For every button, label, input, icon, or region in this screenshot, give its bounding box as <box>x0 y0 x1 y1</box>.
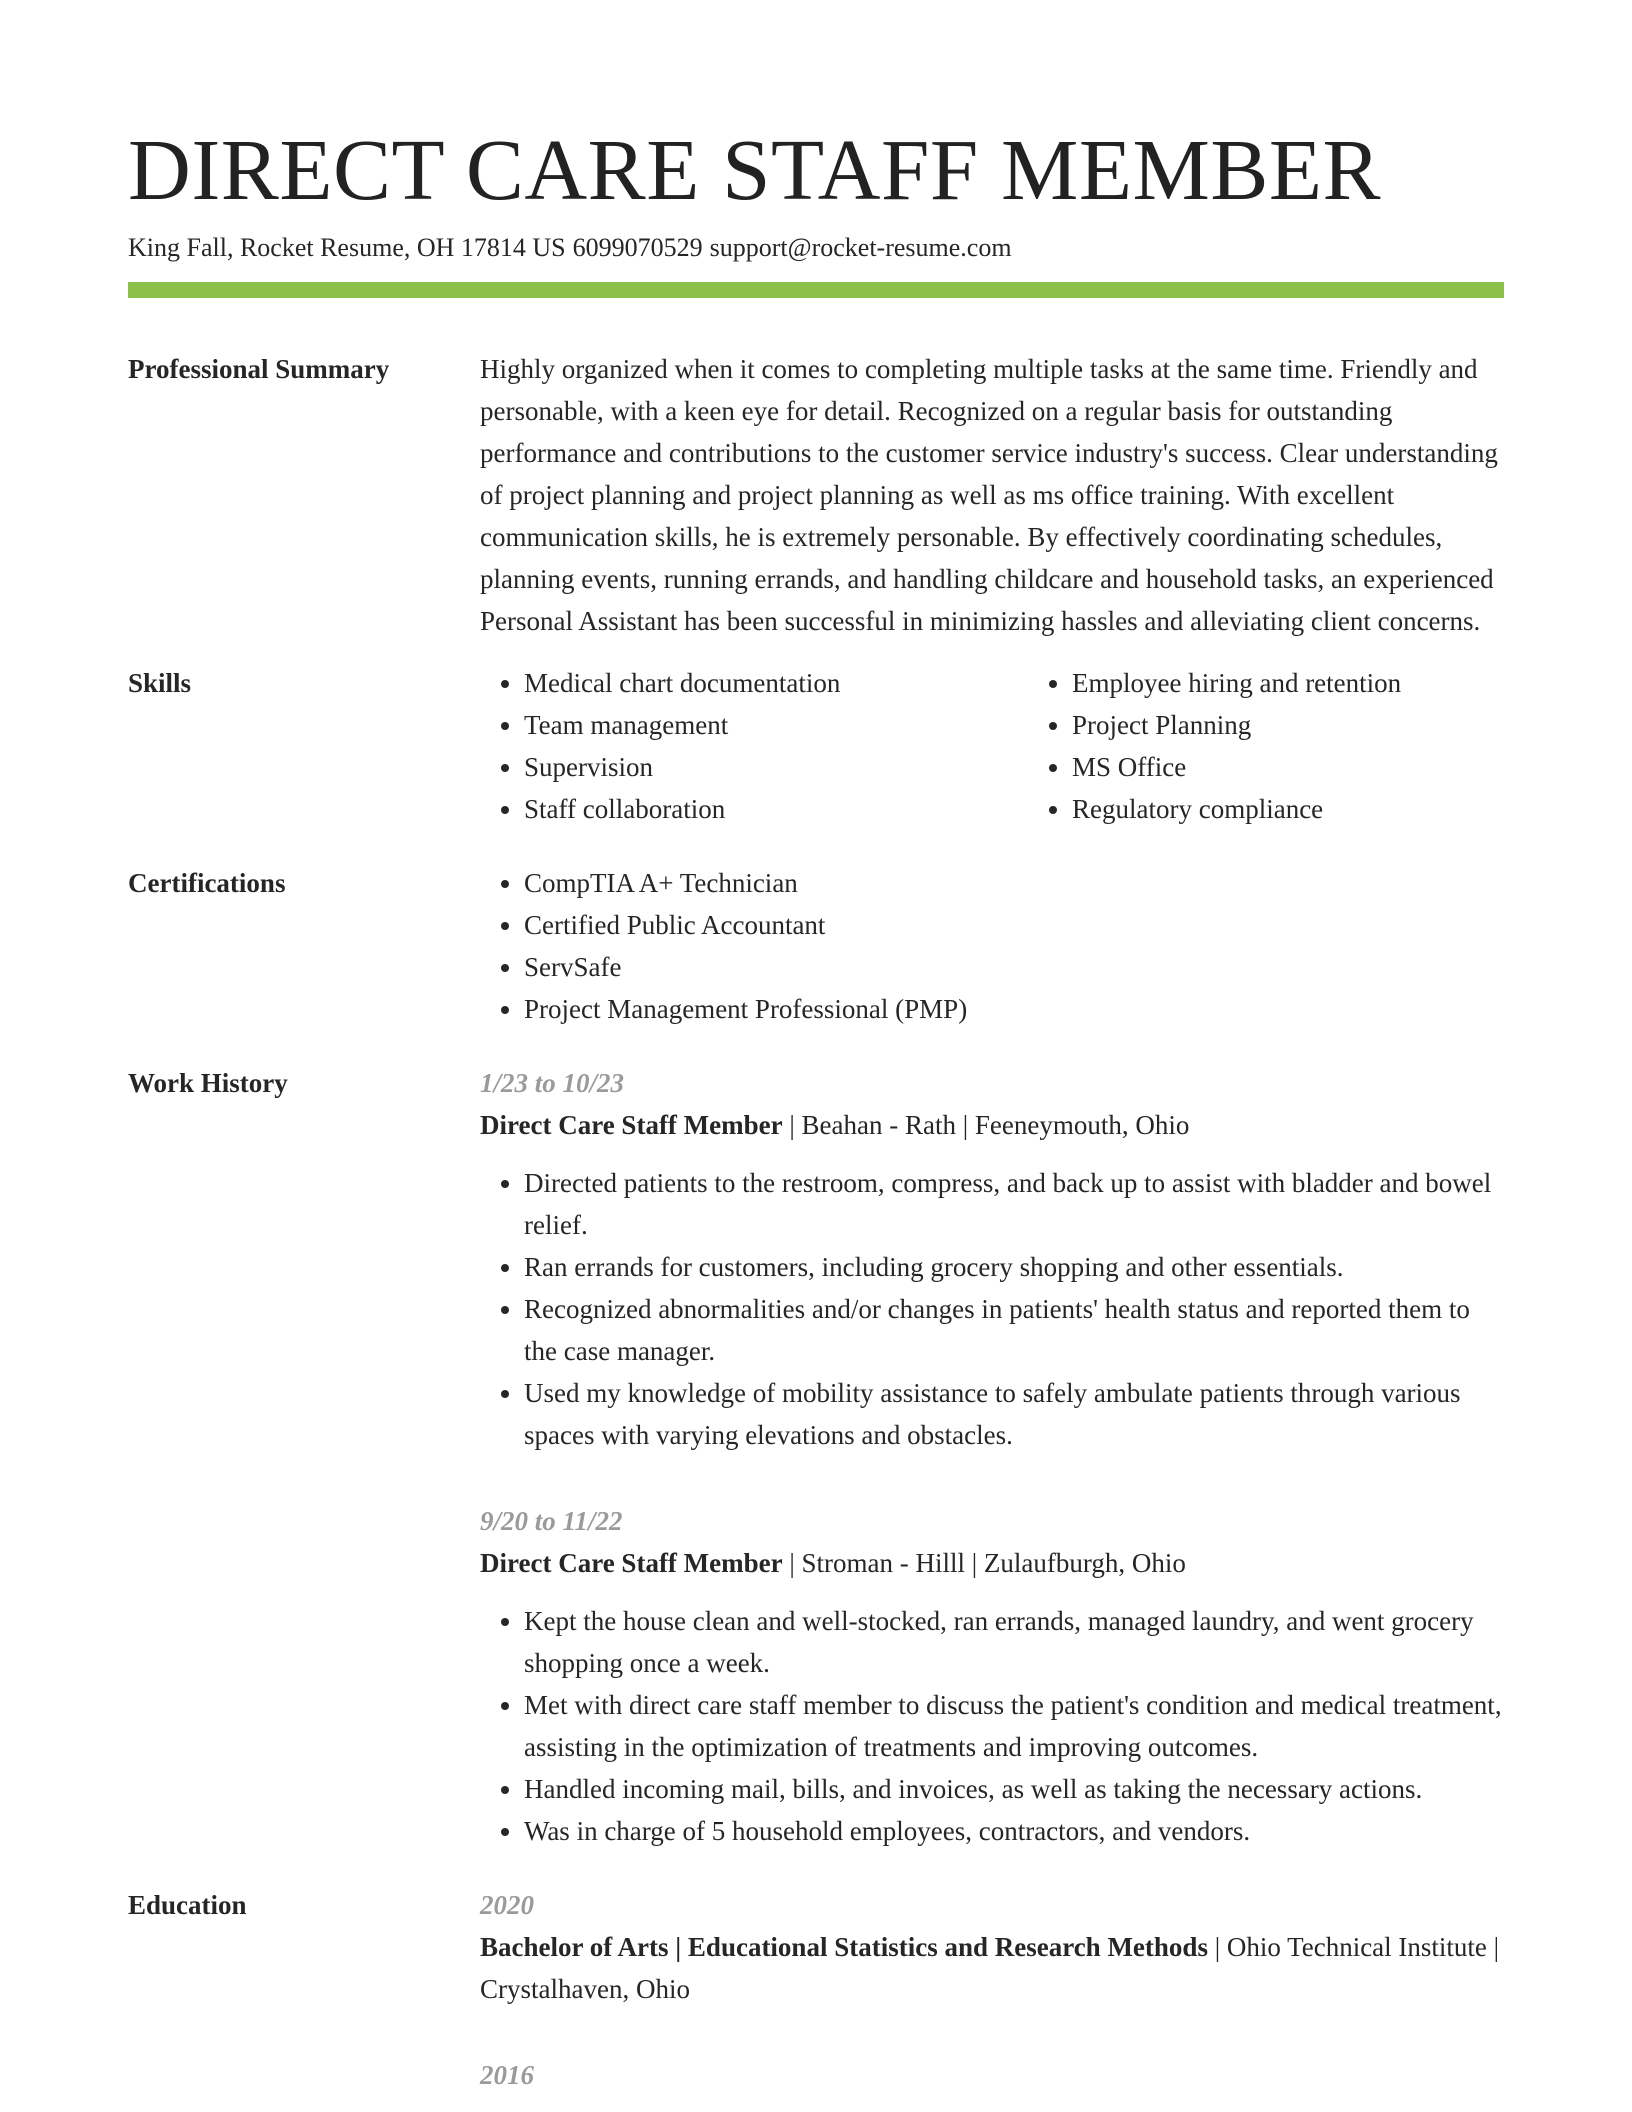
section-title-work-history: Work History <box>128 1068 288 1098</box>
skill-item: • Project Planning <box>1072 704 1576 746</box>
job-bullet: • Ran errands for customers, including grocery shopping and other essentials. <box>524 1246 1504 1288</box>
summary-body <box>480 348 1504 642</box>
skill-item: • Employee hiring and retention <box>1072 662 1576 704</box>
job-details: | Beahan - Rath | Feeneymouth, Ohio <box>782 1110 1190 1140</box>
skill-item: • Medical chart documentation <box>524 662 1028 704</box>
education-section <box>128 1884 1504 2096</box>
certification-item: • Certified Public Accountant <box>524 904 1504 946</box>
education-year: 2016 <box>480 2060 534 2090</box>
summary-section <box>128 348 1504 642</box>
job-bullets <box>480 1162 1504 1456</box>
section-title-education: Education <box>128 1890 247 1920</box>
job-role: Direct Care Staff Member <box>480 1110 783 1140</box>
work-history-body <box>480 1062 1504 1852</box>
contact-phone: 6099070529 <box>572 233 703 262</box>
skills-list-left <box>480 662 1028 830</box>
education-year: 2020 <box>480 1890 534 1920</box>
certification-item: • CompTIA A+ Technician <box>524 862 1504 904</box>
job-bullet: • Recognized abnormalities and/or changes in patients' health status and reported them to the case manager. <box>524 1288 1504 1372</box>
job-heading <box>480 1104 1504 1146</box>
job-entry <box>480 1500 1504 1852</box>
contact-email: support@rocket-resume.com <box>709 233 1012 262</box>
skills-section <box>128 662 1504 830</box>
job-bullet: • Handled incoming mail, bills, and invoices, as well as taking the necessary actions. <box>524 1768 1504 1810</box>
skill-item: • Staff collaboration <box>524 788 1028 830</box>
job-role: Direct Care Staff Member <box>480 1548 783 1578</box>
job-bullet: • Kept the house clean and well-stocked, ran errands, managed laundry, and went grocery shopping once a week. <box>524 1600 1504 1684</box>
skill-item: • Regulatory compliance <box>1072 788 1576 830</box>
education-body <box>480 1884 1504 2096</box>
education-entry <box>480 1884 1504 2010</box>
section-title-certifications: Certifications <box>128 868 286 898</box>
education-degree: Bachelor of Arts | Educational Statistics and Research Methods <box>480 1932 1208 1962</box>
job-dates: 1/23 to 10/23 <box>480 1068 625 1098</box>
accent-divider <box>128 282 1504 298</box>
job-bullet: • Used my knowledge of mobility assistance to safely ambulate patients through various spaces with varying elevations and obstacles. <box>524 1372 1504 1456</box>
job-bullet: • Was in charge of 5 household employees, contractors, and vendors. <box>524 1810 1504 1852</box>
job-bullet: • Met with direct care staff member to discuss the patient's condition and medical treatment, assisting in the optimization of treatments and improving outcomes. <box>524 1684 1504 1768</box>
summary-text: Highly organized when it comes to completing multiple tasks at the same time. Friendly and personable, with a keen eye for detail. Recognized on a regular basis for outstanding performance and contributions to the customer service industry's success. Clear understanding of project planning and project planning as well as ms office training. With excellent communication skills, he is extremely personable. By effectively coordinating schedules, planning events, running errands, and handling childcare and household tasks, an experienced Personal Assistant has been successful in minimizing hassles and alleviating client concerns. <box>480 354 1498 636</box>
job-bullet: • Directed patients to the restroom, compress, and back up to assist with bladder and bowel relief. <box>524 1162 1504 1246</box>
skill-item: • MS Office <box>1072 746 1576 788</box>
job-entry <box>480 1062 1504 1456</box>
section-title-summary: Professional Summary <box>128 354 390 384</box>
education-entry <box>480 2054 1504 2096</box>
job-bullets <box>480 1600 1504 1852</box>
skills-grid <box>480 662 1576 830</box>
certifications-list <box>480 862 1504 1030</box>
resume-name: DIRECT CARE STAFF MEMBER <box>128 121 1382 218</box>
certifications-body <box>480 862 1504 1030</box>
education-details: | Ohio Technical Institute | Crystalhaven, Ohio <box>480 1932 1500 2004</box>
certification-item: • ServSafe <box>524 946 1504 988</box>
job-details: | Stroman - Hilll | Zulaufburgh, Ohio <box>782 1548 1186 1578</box>
resume-page <box>128 120 1504 2096</box>
contact-address: King Fall, Rocket Resume, OH 17814 US <box>128 233 566 262</box>
job-heading <box>480 1542 1504 1584</box>
skill-item: • Team management <box>524 704 1028 746</box>
skills-list-right <box>1028 662 1576 830</box>
certifications-section <box>128 862 1504 1030</box>
contact-line <box>128 230 1504 266</box>
job-dates: 9/20 to 11/22 <box>480 1506 623 1536</box>
section-title-skills: Skills <box>128 668 192 698</box>
skill-item: • Supervision <box>524 746 1028 788</box>
education-heading <box>480 1926 1504 2010</box>
certification-item: • Project Management Professional (PMP) <box>524 988 1504 1030</box>
work-history-section <box>128 1062 1504 1852</box>
